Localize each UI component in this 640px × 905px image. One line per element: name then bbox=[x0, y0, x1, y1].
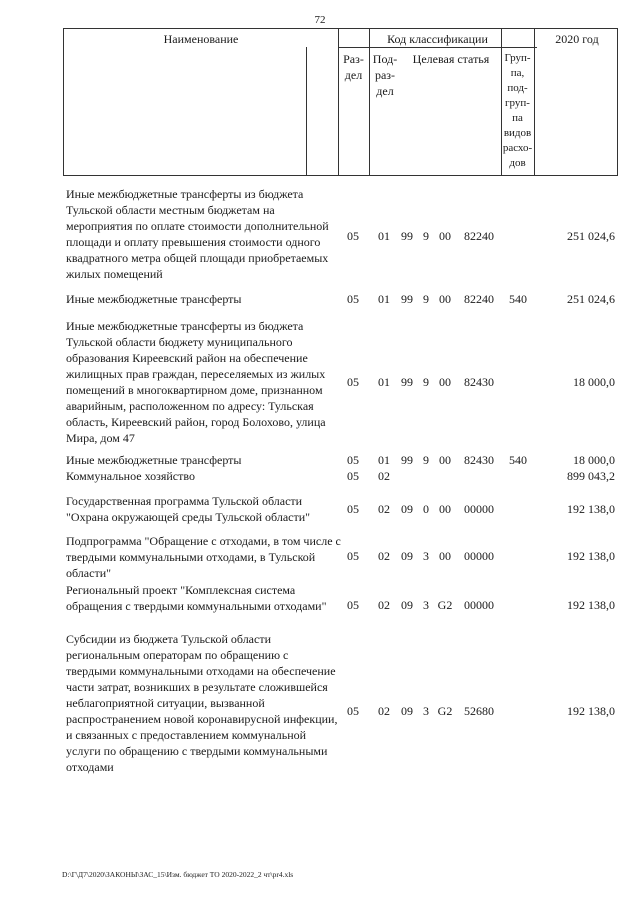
row-name: Иные межбюджетные трансферты bbox=[66, 292, 242, 306]
row-subsection: 02 bbox=[378, 549, 390, 563]
header-target: Целевая статья bbox=[412, 52, 490, 66]
row-amount: 192 138,0 bbox=[567, 502, 615, 516]
row-event: G2 bbox=[437, 704, 453, 718]
row-direction: 82430 bbox=[464, 453, 494, 467]
row-program: 99 bbox=[401, 292, 413, 306]
row-name: Иные межбюджетные трансферты из бюджета Тульской области местным бюджетам на мероприятия по оплате стоимости дополнительной площади и оплату превышения стоимости одного квадратного метра общей площади приобретаемых жилых помещений bbox=[66, 187, 329, 281]
row-direction: 52680 bbox=[464, 704, 494, 718]
row-section: 05 bbox=[347, 292, 359, 306]
row-program: 09 bbox=[401, 598, 413, 612]
row-name: Иные межбюджетные трансферты bbox=[66, 453, 242, 467]
row-program: 09 bbox=[401, 502, 413, 516]
row-subprogram: 9 bbox=[423, 229, 429, 243]
header-subsection: Под- раз- дел bbox=[372, 52, 398, 98]
row-subprogram: 0 bbox=[423, 502, 429, 516]
row-subprogram: 3 bbox=[423, 704, 429, 718]
row-subprogram: 3 bbox=[423, 549, 429, 563]
row-event: 00 bbox=[439, 229, 451, 243]
row-program: 99 bbox=[401, 229, 413, 243]
row-subsection: 01 bbox=[378, 229, 390, 243]
row-direction: 82430 bbox=[464, 375, 494, 389]
row-subsection: 01 bbox=[378, 375, 390, 389]
row-event: 00 bbox=[439, 549, 451, 563]
row-subprogram: 3 bbox=[423, 598, 429, 612]
row-section: 05 bbox=[347, 704, 359, 718]
row-subprogram: 9 bbox=[423, 375, 429, 389]
row-amount: 251 024,6 bbox=[567, 292, 615, 306]
row-subsection: 01 bbox=[378, 453, 390, 467]
row-direction: 00000 bbox=[464, 598, 494, 612]
row-amount: 18 000,0 bbox=[573, 453, 615, 467]
header-name: Наименование bbox=[163, 32, 239, 46]
row-event: 00 bbox=[439, 502, 451, 516]
row-amount: 899 043,2 bbox=[567, 469, 615, 483]
row-amount: 251 024,6 bbox=[567, 229, 615, 243]
row-amount: 192 138,0 bbox=[567, 704, 615, 718]
header-classification: Код классификации bbox=[387, 32, 488, 46]
row-name: Коммунальное хозяйство bbox=[66, 469, 195, 483]
row-amount: 18 000,0 bbox=[573, 375, 615, 389]
row-amount: 192 138,0 bbox=[567, 549, 615, 563]
header-section: Раз- дел bbox=[343, 52, 364, 82]
row-section: 05 bbox=[347, 375, 359, 389]
row-expense-type: 540 bbox=[509, 453, 527, 467]
row-direction: 82240 bbox=[464, 292, 494, 306]
row-event: 00 bbox=[439, 453, 451, 467]
row-direction: 00000 bbox=[464, 549, 494, 563]
row-direction: 82240 bbox=[464, 229, 494, 243]
row-name: Иные межбюджетные трансферты из бюджета Тульской области бюджету муниципального образования Киреевский район на обеспечение жилищных прав граждан, переселяемых из жилых помещений в многоквартирном доме, признанном аварийным, расположенном по адресу: Тульская область, Киреевский район, город Болохово, улица Мира, дом 47 bbox=[66, 319, 326, 445]
row-event: G2 bbox=[437, 598, 453, 612]
row-section: 05 bbox=[347, 453, 359, 467]
row-subsection: 02 bbox=[378, 598, 390, 612]
row-section: 05 bbox=[347, 229, 359, 243]
row-subsection: 02 bbox=[378, 469, 390, 483]
row-section: 05 bbox=[347, 598, 359, 612]
row-program: 09 bbox=[401, 704, 413, 718]
table-header bbox=[63, 28, 618, 176]
row-program: 99 bbox=[401, 375, 413, 389]
row-section: 05 bbox=[347, 469, 359, 483]
row-section: 05 bbox=[347, 549, 359, 563]
file-path-footer: D:\Г\Д7\2020\ЗАКОНЫ\ЗАС_15\Изм. бюджет ТО 2020-2022_2 чт\pr4.xls bbox=[62, 870, 294, 879]
row-event: 00 bbox=[439, 292, 451, 306]
row-program: 09 bbox=[401, 549, 413, 563]
row-amount: 192 138,0 bbox=[567, 598, 615, 612]
row-program: 99 bbox=[401, 453, 413, 467]
row-subsection: 02 bbox=[378, 502, 390, 516]
row-subsection: 02 bbox=[378, 704, 390, 718]
row-subprogram: 9 bbox=[423, 292, 429, 306]
row-expense-type: 540 bbox=[509, 292, 527, 306]
header-year: 2020 год bbox=[555, 32, 599, 46]
row-event: 00 bbox=[439, 375, 451, 389]
row-subsection: 01 bbox=[378, 292, 390, 306]
row-direction: 00000 bbox=[464, 502, 494, 516]
row-name: Субсидии из бюджета Тульской области региональным операторам по обращению с твердыми коммунальными отходами на обеспечение части затрат, возникших в результате сложившейся неблагоприятной ситуации, вызванной распространением новой коронавирусной инфекции, и связанных с предоставлением коммунальной услуги по обращению с твердыми коммунальными отходами bbox=[66, 632, 338, 774]
row-name: Региональный проект "Комплексная система обращения с твердыми коммунальными отходами" bbox=[66, 583, 327, 613]
header-group: Груп- па, под- груп- па видов расхо- дов bbox=[502, 52, 533, 169]
row-name: Подпрограмма "Обращение с отходами, в том числе с твердыми коммунальными отходами, в Тульской области" bbox=[66, 534, 341, 580]
row-section: 05 bbox=[347, 502, 359, 516]
row-name: Государственная программа Тульской области "Охрана окружающей среды Тульской области" bbox=[66, 494, 311, 524]
page-number: 72 bbox=[314, 14, 326, 26]
row-subprogram: 9 bbox=[423, 453, 429, 467]
